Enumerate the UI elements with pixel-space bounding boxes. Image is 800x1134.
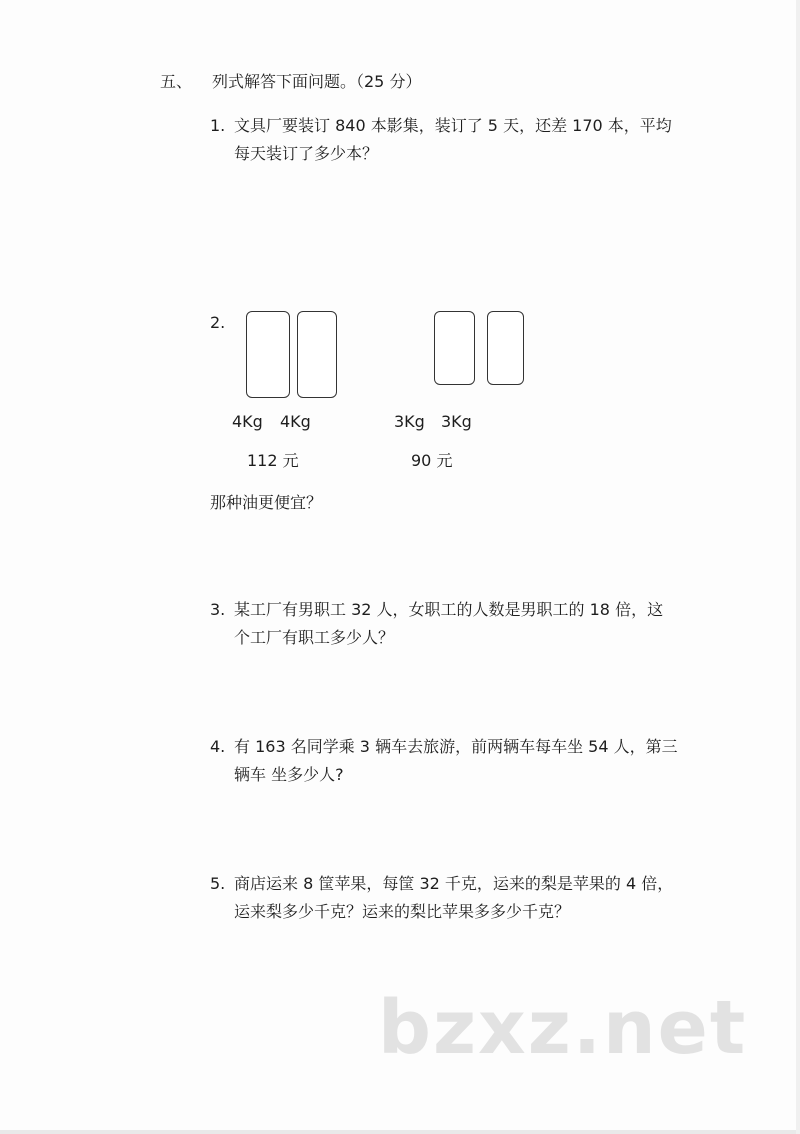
question-3-line-2: 个工厂有职工多少人？ — [234, 628, 395, 647]
question-1-number: 1. — [210, 116, 226, 135]
question-5-line-1: 商店运来 8 筐苹果，每筐 32 千克，运来的梨是苹果的 4 倍， — [234, 874, 674, 893]
question-1-line-1: 文具厂要装订 840 本影集，装订了 5 天，还差 170 本，平均 — [234, 116, 672, 135]
left-weight-1: 4Kg — [232, 412, 263, 431]
question-2-number: 2. — [210, 313, 226, 332]
right-weight-1: 3Kg — [394, 412, 425, 431]
right-weight-2: 3Kg — [441, 412, 472, 431]
question-3-number: 3. — [210, 600, 226, 619]
question-3-line-1: 某工厂有男职工 32 人，女职工的人数是男职工的 18 倍，这 — [234, 600, 664, 619]
question-5-number: 5. — [210, 874, 226, 893]
oil-container-3kg-2 — [487, 311, 524, 385]
question-2-text: 那种油更便宜？ — [210, 493, 323, 512]
right-price: 90 元 — [411, 451, 453, 470]
oil-container-4kg-2 — [297, 311, 337, 398]
left-weight-2: 4Kg — [280, 412, 311, 431]
oil-container-4kg-1 — [246, 311, 290, 398]
question-4-number: 4. — [210, 737, 226, 756]
page-bottom-edge — [0, 1130, 800, 1134]
question-4-line-1: 有 163 名同学乘 3 辆车去旅游，前两辆车每车坐 54 人，第三 — [234, 737, 678, 756]
watermark: bzxz.net — [378, 985, 748, 1071]
question-4-line-2: 辆车 坐多少人? — [234, 765, 344, 784]
page-right-edge — [796, 0, 800, 1134]
question-5-line-2: 运来梨多少千克？运来的梨比苹果多多少千克？ — [234, 902, 571, 921]
question-1-line-2: 每天装订了多少本？ — [234, 144, 379, 163]
section-number: 五、 — [160, 72, 193, 91]
section-title: 列式解答下面问题。（25 分） — [212, 72, 422, 91]
oil-container-3kg-1 — [434, 311, 475, 385]
left-price: 112 元 — [247, 451, 299, 470]
